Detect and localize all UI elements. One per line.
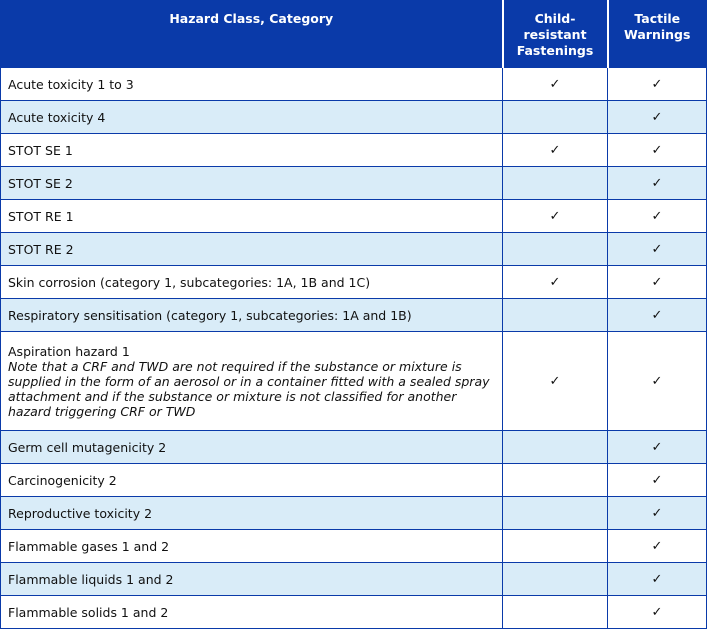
table-body: [1, 68, 707, 629]
table-row: [1, 563, 707, 596]
tactile-check: ✓: [608, 530, 707, 563]
tactile-check: ✓: [608, 134, 707, 167]
tactile-check: ✓: [608, 464, 707, 497]
header-child-resistant-fastenings: Child-resistant Fastenings: [503, 1, 608, 68]
table-row: [1, 332, 707, 431]
hazard-label: STOT RE 1: [1, 200, 503, 233]
hazard-label: Flammable gases 1 and 2: [1, 530, 503, 563]
hazard-label: Flammable liquids 1 and 2: [1, 563, 503, 596]
header-row: [1, 1, 707, 68]
crf-check: ✓: [503, 134, 608, 167]
hazard-label: STOT RE 2: [1, 233, 503, 266]
table-row: [1, 596, 707, 629]
crf-check: ✓: [503, 266, 608, 299]
hazard-label: Flammable solids 1 and 2: [1, 596, 503, 629]
crf-check: [503, 464, 608, 497]
crf-check: [503, 233, 608, 266]
table-row: [1, 134, 707, 167]
hazard-label: Aspiration hazard 1: [8, 343, 130, 359]
crf-check: [503, 530, 608, 563]
hazard-label: Acute toxicity 1 to 3: [1, 68, 503, 101]
hazard-label-with-note: [1, 332, 503, 431]
table-row: [1, 101, 707, 134]
table-row: [1, 200, 707, 233]
hazard-label: Germ cell mutagenicity 2: [1, 431, 503, 464]
tactile-check: ✓: [608, 299, 707, 332]
hazard-label: Respiratory sensitisation (category 1, subcategories: 1A and 1B): [1, 299, 503, 332]
tactile-check: ✓: [608, 200, 707, 233]
crf-check: [503, 497, 608, 530]
hazard-label: STOT SE 1: [1, 134, 503, 167]
crf-check: [503, 101, 608, 134]
crf-check: ✓: [503, 68, 608, 101]
tactile-check: ✓: [608, 563, 707, 596]
crf-check: [503, 431, 608, 464]
header-hazard-class: Hazard Class, Category: [1, 1, 503, 68]
tactile-check: ✓: [608, 68, 707, 101]
tactile-check: ✓: [608, 101, 707, 134]
table-row: [1, 497, 707, 530]
crf-check: [503, 596, 608, 629]
hazard-label: Skin corrosion (category 1, subcategories: 1A, 1B and 1C): [1, 266, 503, 299]
crf-check: [503, 299, 608, 332]
table-row: [1, 233, 707, 266]
table-row: [1, 167, 707, 200]
tactile-check: ✓: [608, 233, 707, 266]
tactile-check: ✓: [608, 596, 707, 629]
table-row: [1, 431, 707, 464]
header-tactile-warnings: Tactile Warnings: [608, 1, 707, 68]
crf-check: [503, 167, 608, 200]
crf-check: [503, 563, 608, 596]
tactile-check: ✓: [608, 332, 707, 431]
tactile-check: ✓: [608, 266, 707, 299]
table-row: [1, 266, 707, 299]
table-row: [1, 299, 707, 332]
table-row: [1, 530, 707, 563]
hazard-note: Note that a CRF and TWD are not required if the substance or mixture is supplied in the form of an aerosol or in a container fitted with a sealed spray attachment and if the substance or mixture is not classified for another hazard triggering CRF or TWD: [8, 358, 490, 419]
table-row: [1, 68, 707, 101]
table-header: [1, 1, 707, 68]
hazard-label: Acute toxicity 4: [1, 101, 503, 134]
hazard-label: Carcinogenicity 2: [1, 464, 503, 497]
crf-check: ✓: [503, 332, 608, 431]
tactile-check: ✓: [608, 431, 707, 464]
tactile-check: ✓: [608, 497, 707, 530]
tactile-check: ✓: [608, 167, 707, 200]
hazard-label: Reproductive toxicity 2: [1, 497, 503, 530]
crf-check: ✓: [503, 200, 608, 233]
hazard-label: STOT SE 2: [1, 167, 503, 200]
table-row: [1, 464, 707, 497]
